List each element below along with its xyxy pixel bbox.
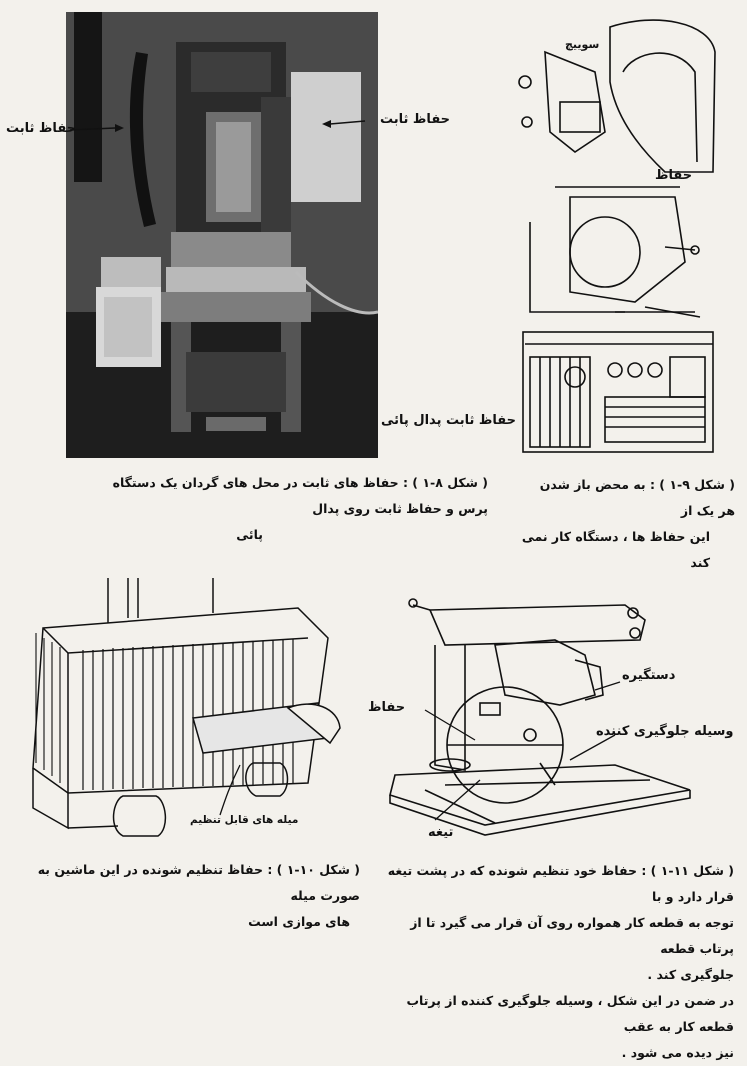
press-label-left: حفاظ ثابت xyxy=(6,121,77,136)
adjustable-leader xyxy=(200,760,260,820)
adjustable-caption xyxy=(20,857,360,935)
saw-caption-line5: نیز دیده می شود . xyxy=(621,1045,734,1060)
interlock-caption-line2: این حفاظ ها ، دستگاه کار نمی کند xyxy=(521,529,710,570)
interlock-caption xyxy=(520,472,735,576)
saw-caption-line3: جلوگیری کند . xyxy=(647,967,734,982)
adjustable-label-rods: میله های قابل تنظیم xyxy=(190,814,299,826)
interlock-label-switch: سوییچ xyxy=(565,38,600,51)
saw-caption-line2: توجه به قطعه کار همواره روی آن قرار می گیرد تا از پرتاب قطعه xyxy=(410,915,734,956)
saw-label-device: وسیله جلوگیری کننده xyxy=(596,724,734,739)
press-label-right: حفاظ ثابت xyxy=(380,112,451,127)
saw-caption-line4: در ضمن در این شکل ، وسیله جلوگیری کننده از پرتاب قطعه کار به عقب xyxy=(406,993,734,1034)
press-arrows xyxy=(40,110,370,140)
saw-caption xyxy=(372,858,734,1066)
saw-label-guard: حفاظ xyxy=(368,700,406,715)
saw-caption-line1: ( شکل ۱۱-۱ ) : حفاظ خود تنظیم شونده که در پشت تیغه قرار دارد و با xyxy=(387,863,734,904)
saw-label-handle: دستگیره xyxy=(622,668,676,683)
adjustable-caption-line1: ( شکل ۱۰-۱ ) : حفاظ تنظیم شونده در این ماشین به صورت میله xyxy=(37,862,360,903)
press-caption xyxy=(88,470,488,548)
saw-label-blade: تیغه xyxy=(428,825,454,840)
press-label-pedal: حفاظ ثابت پدال پائی xyxy=(381,413,517,428)
interlock-caption-line1: ( شکل ۹-۱ ) : به محض باز شدن هر یک از xyxy=(539,477,735,518)
interlock-label-guard: حفاظ xyxy=(655,168,693,183)
adjustable-caption-line2: های موازی است xyxy=(248,914,350,929)
press-photo xyxy=(66,12,378,458)
press-caption-line1: ( شکل ۸-۱ ) : حفاظ های ثابت در محل های گردان یک دستگاه پرس و حفاظ ثابت روی پدال xyxy=(112,475,488,516)
saw-leaders xyxy=(420,660,640,830)
interlock-drawing xyxy=(515,12,730,457)
adjustable-drawing xyxy=(28,578,343,843)
press-caption-line2: پائی xyxy=(236,527,263,542)
